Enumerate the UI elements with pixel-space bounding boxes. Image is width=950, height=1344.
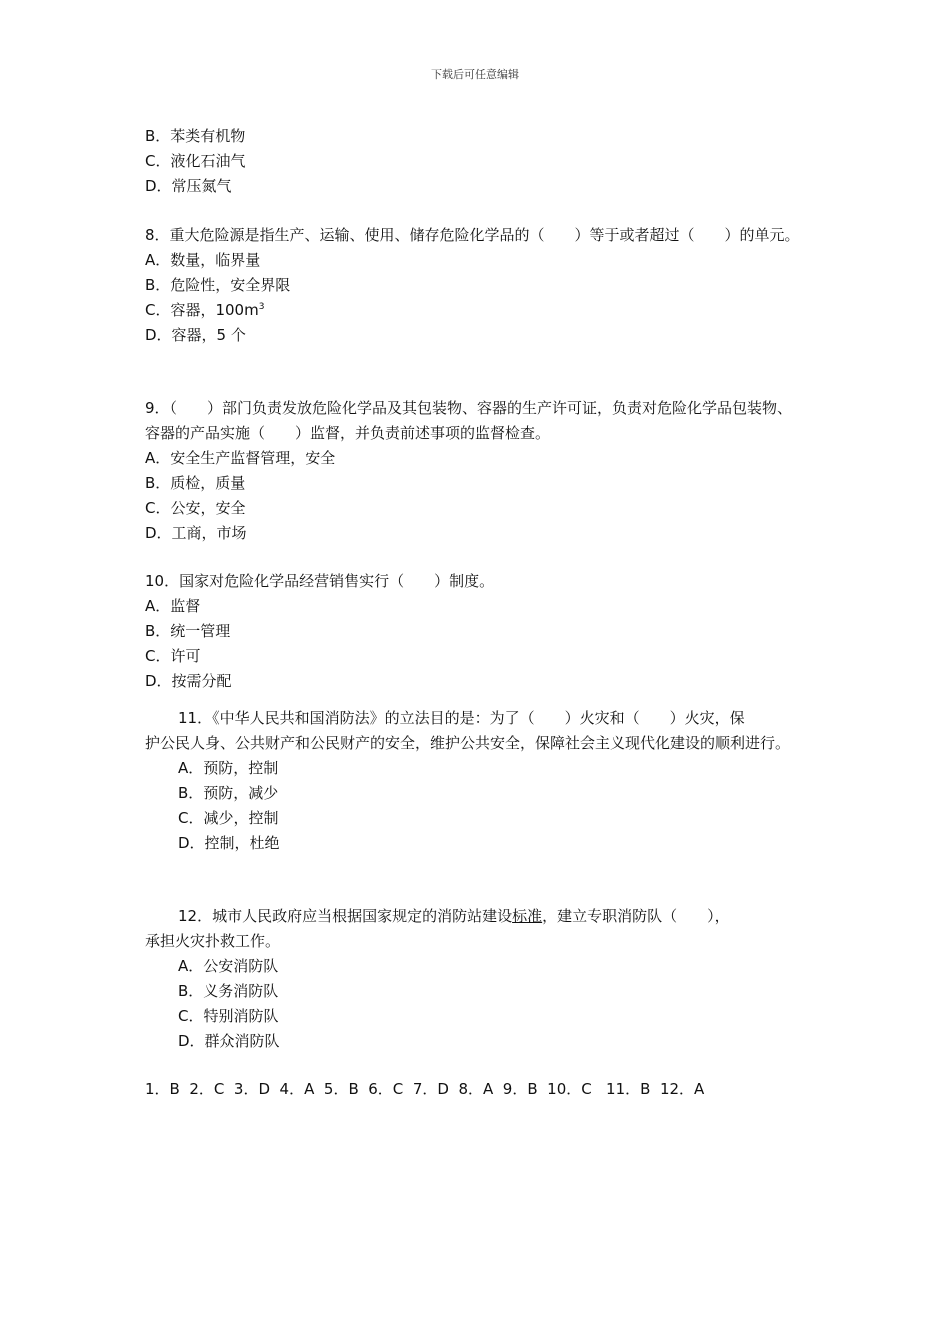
stem-part-1: 12．城市人民政府应当根据国家规定的消防站建设 xyxy=(178,907,513,925)
question-7-options xyxy=(145,124,805,199)
option-d: D．容器，5 个 xyxy=(145,326,246,344)
answer-key xyxy=(145,1077,805,1102)
option-a: A．预防，控制 xyxy=(178,759,279,777)
option-c-text: C．容器，100m xyxy=(145,301,259,319)
underlined-term: 标准 xyxy=(512,907,543,925)
option-b: B．苯类有机物 xyxy=(145,127,246,145)
question-8 xyxy=(145,223,805,348)
option-b: B．危险性，安全界限 xyxy=(145,276,291,294)
question-9 xyxy=(145,396,805,546)
option-d: D．按需分配 xyxy=(145,672,232,690)
option-b: B．质检，质量 xyxy=(145,474,246,492)
question-stem-continued: 护公民人身、公共财产和公民财产的安全，维护公共安全，保障社会主义现代化建设的顺利进行。 xyxy=(145,734,791,752)
option-d: D．群众消防队 xyxy=(178,1032,280,1050)
option-d: D．常压氮气 xyxy=(145,177,232,195)
option-b: B．义务消防队 xyxy=(178,982,279,1000)
superscript: 3 xyxy=(258,302,265,312)
option-a: A．公安消防队 xyxy=(178,957,279,975)
question-11 xyxy=(145,706,805,856)
question-stem: 8．重大危险源是指生产、运输、使用、储存危险化学品的（ ）等于或者超过（ ）的单元。 xyxy=(145,226,800,244)
question-12 xyxy=(145,904,805,1054)
option-c: C．减少，控制 xyxy=(178,809,279,827)
question-stem-continued: 承担火灾扑救工作。 xyxy=(145,932,281,950)
option-c: C．液化石油气 xyxy=(145,152,246,170)
page-header: 下载后可任意编辑 xyxy=(431,68,519,81)
option-a: A．安全生产监督管理，安全 xyxy=(145,449,336,467)
option-b: B．预防，减少 xyxy=(178,784,279,802)
question-10 xyxy=(145,569,805,694)
option-c: C．公安，安全 xyxy=(145,499,246,517)
question-stem-first-line: 11．《中华人民共和国消防法》的立法目的是：为了（ ）火灾和（ ）火灾，保 xyxy=(178,709,745,727)
option-a: A．数量，临界量 xyxy=(145,251,261,269)
option-d: D．工商，市场 xyxy=(145,524,247,542)
question-stem: 10．国家对危险化学品经营销售实行（ ）制度。 xyxy=(145,572,495,590)
question-stem: 9．（ ）部门负责发放危险化学品及其包装物、容器的生产许可证，负责对危险化学品包装物、容器的产品实施（ ）监督，并负责前述事项的监督检查。 xyxy=(145,399,793,442)
question-stem-first-line xyxy=(145,904,805,929)
option-c xyxy=(145,298,805,323)
option-d: D．控制，杜绝 xyxy=(178,834,280,852)
option-c: C．特别消防队 xyxy=(178,1007,279,1025)
stem-part-2: ，建立专职消防队（ ）， xyxy=(542,907,730,925)
answer-key-text: 1．B 2．C 3．D 4．A 5．B 6．C 7．D 8．A 9．B 10．C 11．B 12．A xyxy=(145,1080,705,1098)
option-c: C．许可 xyxy=(145,647,201,665)
option-b: B．统一管理 xyxy=(145,622,231,640)
option-a: A．监督 xyxy=(145,597,201,615)
